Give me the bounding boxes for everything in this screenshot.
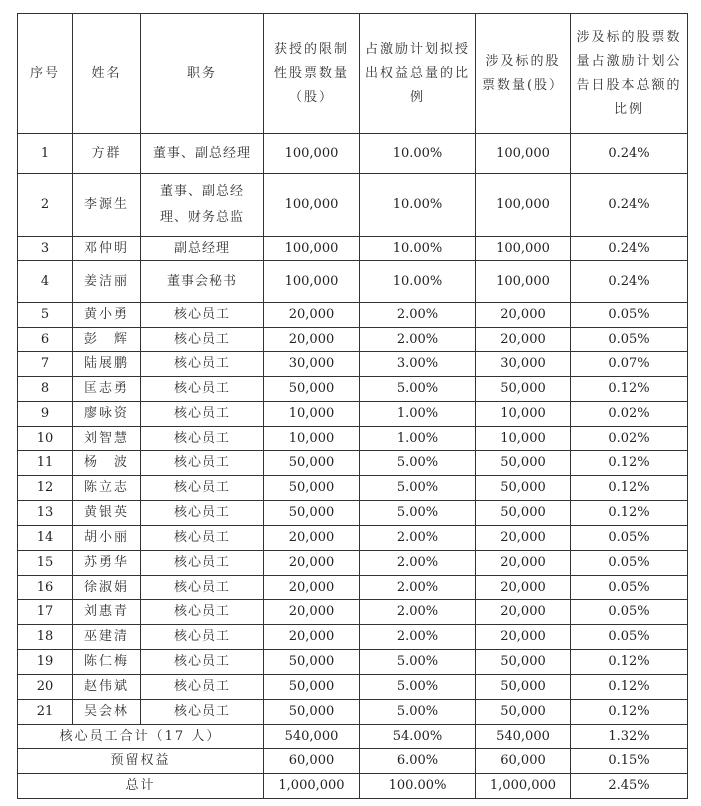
table-row — [18, 402, 688, 427]
name-cell: 刘智慧 — [73, 427, 141, 451]
granted-shares-cell: 50,000 — [264, 700, 360, 725]
position-cell: 核心员工 — [141, 402, 264, 427]
pct-of-plan-cell: 3.00% — [360, 352, 476, 377]
pct-of-capital-cell: 0.15% — [571, 749, 688, 774]
granted-shares-cell: 50,000 — [264, 451, 360, 476]
position-cell: 核心员工 — [141, 650, 264, 675]
position-cell: 副总经理 — [141, 237, 264, 261]
summary-label: 核心员工合计（17 人） — [18, 725, 264, 749]
pct-of-plan-cell: 5.00% — [360, 451, 476, 476]
summary-label: 总计 — [18, 774, 264, 799]
name-cell: 廖咏资 — [73, 402, 141, 427]
pct-of-capital-cell: 0.05% — [571, 600, 688, 625]
serial-number-cell: 1 — [18, 134, 73, 174]
underlying-shares-cell: 1,000,000 — [476, 774, 571, 799]
table-row — [18, 352, 688, 377]
granted-shares-cell: 20,000 — [264, 600, 360, 625]
granted-shares-cell: 50,000 — [264, 675, 360, 700]
table-row — [18, 261, 688, 303]
header-pct-of-plan: 占激励计划拟授出权益总量的比例 — [360, 14, 476, 134]
granted-shares-cell: 50,000 — [264, 501, 360, 526]
header-row — [18, 14, 688, 134]
table-row — [18, 551, 688, 576]
pct-of-capital-cell: 0.24% — [571, 174, 688, 237]
serial-number-cell: 12 — [18, 476, 73, 501]
pct-of-capital-cell: 0.12% — [571, 377, 688, 402]
pct-of-plan-cell: 5.00% — [360, 377, 476, 402]
table-row — [18, 427, 688, 451]
pct-of-capital-cell: 0.12% — [571, 501, 688, 526]
granted-shares-cell: 100,000 — [264, 237, 360, 261]
table-row — [18, 377, 688, 402]
underlying-shares-cell: 50,000 — [476, 650, 571, 675]
serial-number-cell: 11 — [18, 451, 73, 476]
position-cell: 核心员工 — [141, 551, 264, 576]
pct-of-plan-cell: 2.00% — [360, 551, 476, 576]
position-cell: 核心员工 — [141, 501, 264, 526]
pct-of-plan-cell: 100.00% — [360, 774, 476, 799]
pct-of-capital-cell: 0.05% — [571, 526, 688, 551]
underlying-shares-cell: 100,000 — [476, 261, 571, 303]
pct-of-plan-cell: 2.00% — [360, 328, 476, 352]
table-row — [18, 237, 688, 261]
underlying-shares-cell: 20,000 — [476, 600, 571, 625]
underlying-shares-cell: 50,000 — [476, 501, 571, 526]
pct-of-capital-cell: 0.24% — [571, 134, 688, 174]
table-row — [18, 576, 688, 600]
granted-shares-cell: 20,000 — [264, 328, 360, 352]
granted-shares-cell: 60,000 — [264, 749, 360, 774]
summary-row — [18, 774, 688, 799]
pct-of-capital-cell: 0.12% — [571, 675, 688, 700]
table-row — [18, 675, 688, 700]
granted-shares-cell: 50,000 — [264, 650, 360, 675]
serial-number-cell: 15 — [18, 551, 73, 576]
granted-shares-cell: 100,000 — [264, 134, 360, 174]
name-cell: 吴会林 — [73, 700, 141, 725]
pct-of-capital-cell: 0.07% — [571, 352, 688, 377]
granted-shares-cell: 20,000 — [264, 576, 360, 600]
position-cell: 核心员工 — [141, 600, 264, 625]
table-row — [18, 174, 688, 237]
position-cell: 董事、副总经理、财务总监 — [141, 174, 264, 237]
granted-shares-cell: 10,000 — [264, 427, 360, 451]
pct-of-plan-cell: 10.00% — [360, 134, 476, 174]
serial-number-cell: 9 — [18, 402, 73, 427]
header-granted-shares: 获授的限制性股票数量（股） — [264, 14, 360, 134]
granted-shares-cell: 100,000 — [264, 261, 360, 303]
granted-shares-cell: 50,000 — [264, 476, 360, 501]
pct-of-plan-cell: 5.00% — [360, 650, 476, 675]
serial-number-cell: 19 — [18, 650, 73, 675]
position-cell: 核心员工 — [141, 576, 264, 600]
granted-shares-cell: 100,000 — [264, 174, 360, 237]
pct-of-capital-cell: 0.05% — [571, 328, 688, 352]
pct-of-plan-cell: 10.00% — [360, 174, 476, 237]
pct-of-plan-cell: 10.00% — [360, 237, 476, 261]
underlying-shares-cell: 20,000 — [476, 303, 571, 328]
pct-of-plan-cell: 2.00% — [360, 625, 476, 650]
table-row — [18, 476, 688, 501]
pct-of-plan-cell: 1.00% — [360, 427, 476, 451]
name-cell: 刘惠青 — [73, 600, 141, 625]
equity-incentive-allocation-table — [17, 13, 688, 799]
position-cell: 核心员工 — [141, 377, 264, 402]
serial-number-cell: 6 — [18, 328, 73, 352]
pct-of-capital-cell: 0.24% — [571, 261, 688, 303]
name-cell: 陈立志 — [73, 476, 141, 501]
underlying-shares-cell: 100,000 — [476, 174, 571, 237]
table-row — [18, 600, 688, 625]
name-cell: 匡志勇 — [73, 377, 141, 402]
name-cell: 杨 波 — [73, 451, 141, 476]
name-cell: 方群 — [73, 134, 141, 174]
header-underlying-shares: 涉及标的股票数量(股） — [476, 14, 571, 134]
serial-number-cell: 16 — [18, 576, 73, 600]
serial-number-cell: 18 — [18, 625, 73, 650]
granted-shares-cell: 20,000 — [264, 625, 360, 650]
position-cell: 核心员工 — [141, 328, 264, 352]
serial-number-cell: 2 — [18, 174, 73, 237]
pct-of-plan-cell: 6.00% — [360, 749, 476, 774]
granted-shares-cell: 50,000 — [264, 377, 360, 402]
name-cell: 彭 辉 — [73, 328, 141, 352]
pct-of-plan-cell: 2.00% — [360, 600, 476, 625]
position-cell: 核心员工 — [141, 625, 264, 650]
underlying-shares-cell: 100,000 — [476, 237, 571, 261]
pct-of-plan-cell: 1.00% — [360, 402, 476, 427]
position-cell: 核心员工 — [141, 303, 264, 328]
pct-of-plan-cell: 5.00% — [360, 675, 476, 700]
table-row — [18, 134, 688, 174]
position-cell: 核心员工 — [141, 427, 264, 451]
pct-of-capital-cell: 0.24% — [571, 237, 688, 261]
pct-of-plan-cell: 10.00% — [360, 261, 476, 303]
granted-shares-cell: 30,000 — [264, 352, 360, 377]
summary-row — [18, 749, 688, 774]
underlying-shares-cell: 30,000 — [476, 352, 571, 377]
granted-shares-cell: 10,000 — [264, 402, 360, 427]
header-name: 姓名 — [73, 14, 141, 134]
underlying-shares-cell: 20,000 — [476, 551, 571, 576]
name-cell: 李源生 — [73, 174, 141, 237]
name-cell: 邓仲明 — [73, 237, 141, 261]
pct-of-capital-cell: 0.02% — [571, 427, 688, 451]
position-cell: 核心员工 — [141, 451, 264, 476]
pct-of-capital-cell: 0.05% — [571, 576, 688, 600]
underlying-shares-cell: 20,000 — [476, 625, 571, 650]
name-cell: 姜洁丽 — [73, 261, 141, 303]
serial-number-cell: 10 — [18, 427, 73, 451]
table-row — [18, 650, 688, 675]
pct-of-plan-cell: 54.00% — [360, 725, 476, 749]
pct-of-plan-cell: 2.00% — [360, 576, 476, 600]
name-cell: 黄银英 — [73, 501, 141, 526]
name-cell: 徐淑娟 — [73, 576, 141, 600]
pct-of-plan-cell: 2.00% — [360, 303, 476, 328]
underlying-shares-cell: 20,000 — [476, 328, 571, 352]
serial-number-cell: 14 — [18, 526, 73, 551]
header-pct-of-capital: 涉及标的股票数量占激励计划公告日股本总额的比例 — [571, 14, 688, 134]
pct-of-capital-cell: 0.05% — [571, 625, 688, 650]
underlying-shares-cell: 50,000 — [476, 675, 571, 700]
pct-of-capital-cell: 0.12% — [571, 451, 688, 476]
granted-shares-cell: 540,000 — [264, 725, 360, 749]
name-cell: 黄小勇 — [73, 303, 141, 328]
name-cell: 苏勇华 — [73, 551, 141, 576]
serial-number-cell: 17 — [18, 600, 73, 625]
pct-of-capital-cell: 0.12% — [571, 700, 688, 725]
pct-of-capital-cell: 0.02% — [571, 402, 688, 427]
underlying-shares-cell: 540,000 — [476, 725, 571, 749]
table-row — [18, 451, 688, 476]
pct-of-capital-cell: 2.45% — [571, 774, 688, 799]
name-cell: 巫建清 — [73, 625, 141, 650]
table-row — [18, 625, 688, 650]
table-row — [18, 328, 688, 352]
position-cell: 核心员工 — [141, 700, 264, 725]
underlying-shares-cell: 50,000 — [476, 377, 571, 402]
pct-of-capital-cell: 0.05% — [571, 303, 688, 328]
underlying-shares-cell: 20,000 — [476, 576, 571, 600]
granted-shares-cell: 1,000,000 — [264, 774, 360, 799]
table-row — [18, 303, 688, 328]
name-cell: 陆展鹏 — [73, 352, 141, 377]
pct-of-plan-cell: 5.00% — [360, 476, 476, 501]
serial-number-cell: 13 — [18, 501, 73, 526]
granted-shares-cell: 20,000 — [264, 551, 360, 576]
table-row — [18, 700, 688, 725]
position-cell: 核心员工 — [141, 675, 264, 700]
underlying-shares-cell: 20,000 — [476, 526, 571, 551]
underlying-shares-cell: 100,000 — [476, 134, 571, 174]
underlying-shares-cell: 60,000 — [476, 749, 571, 774]
name-cell: 赵伟斌 — [73, 675, 141, 700]
underlying-shares-cell: 50,000 — [476, 476, 571, 501]
granted-shares-cell: 20,000 — [264, 303, 360, 328]
serial-number-cell: 3 — [18, 237, 73, 261]
summary-row — [18, 725, 688, 749]
position-cell: 董事、副总经理 — [141, 134, 264, 174]
pct-of-plan-cell: 5.00% — [360, 700, 476, 725]
underlying-shares-cell: 50,000 — [476, 451, 571, 476]
summary-label: 预留权益 — [18, 749, 264, 774]
underlying-shares-cell: 10,000 — [476, 402, 571, 427]
pct-of-capital-cell: 0.12% — [571, 476, 688, 501]
underlying-shares-cell: 10,000 — [476, 427, 571, 451]
pct-of-plan-cell: 5.00% — [360, 501, 476, 526]
serial-number-cell: 5 — [18, 303, 73, 328]
serial-number-cell: 21 — [18, 700, 73, 725]
pct-of-capital-cell: 0.05% — [571, 551, 688, 576]
serial-number-cell: 4 — [18, 261, 73, 303]
pct-of-plan-cell: 2.00% — [360, 526, 476, 551]
serial-number-cell: 20 — [18, 675, 73, 700]
position-cell: 核心员工 — [141, 352, 264, 377]
header-serial-number: 序号 — [18, 14, 73, 134]
granted-shares-cell: 20,000 — [264, 526, 360, 551]
table-row — [18, 526, 688, 551]
table-row — [18, 501, 688, 526]
header-position: 职务 — [141, 14, 264, 134]
position-cell: 核心员工 — [141, 526, 264, 551]
position-cell: 董事会秘书 — [141, 261, 264, 303]
pct-of-capital-cell: 0.12% — [571, 650, 688, 675]
position-cell: 核心员工 — [141, 476, 264, 501]
serial-number-cell: 8 — [18, 377, 73, 402]
serial-number-cell: 7 — [18, 352, 73, 377]
underlying-shares-cell: 50,000 — [476, 700, 571, 725]
name-cell: 胡小丽 — [73, 526, 141, 551]
name-cell: 陈仁梅 — [73, 650, 141, 675]
pct-of-capital-cell: 1.32% — [571, 725, 688, 749]
